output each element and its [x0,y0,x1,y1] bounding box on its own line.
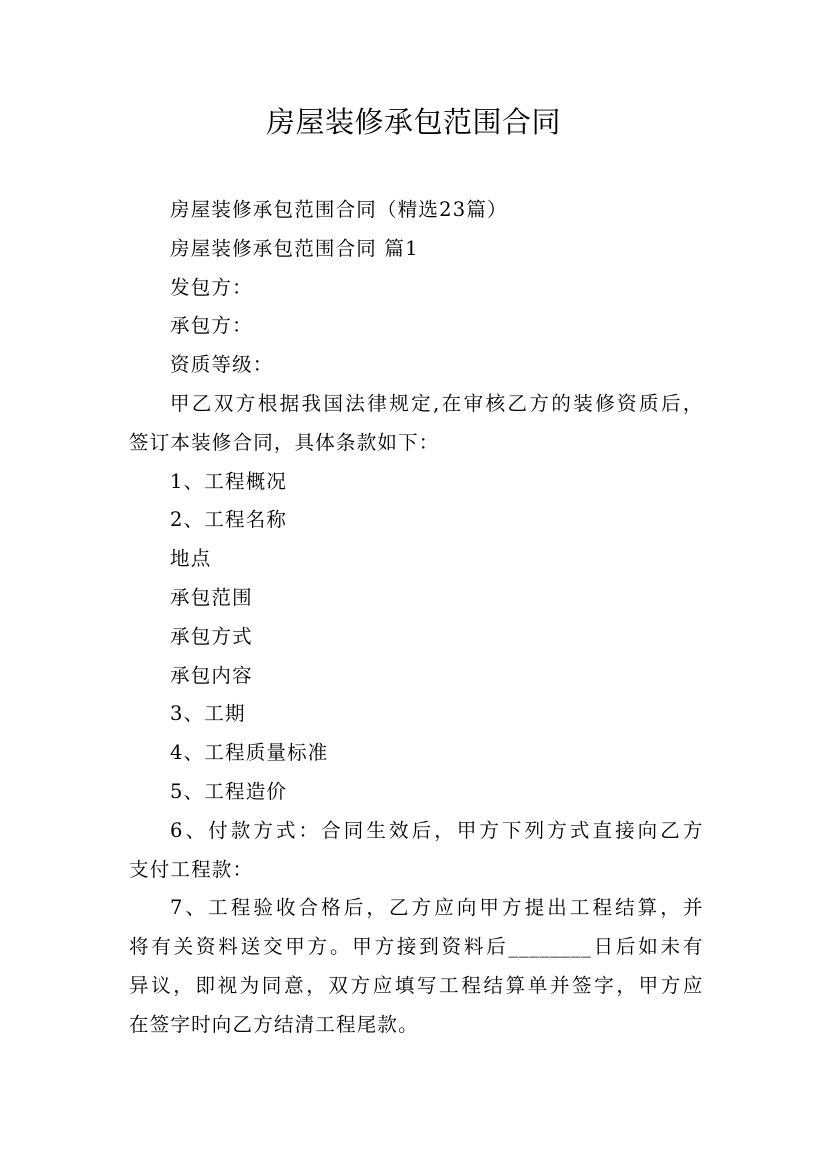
document-body [129,191,703,1045]
paragraph-line: 在签字时向乙方结清工程尾款。 [129,1012,419,1036]
paragraph-line: 地点 [170,547,212,571]
paragraph-line: 发包方： [170,275,253,299]
paragraph-line: 承包范围 [170,585,253,609]
paragraph-line: 房屋装修承包范围合同 篇1 [170,236,419,260]
paragraph-line: 资质等级： [170,353,274,377]
paragraph-line: 5、工程造价 [170,779,288,803]
paragraph-line: 1、工程概况 [170,469,288,493]
paragraph-line: 2、工程名称 [170,508,288,532]
paragraph-line: 3、工期 [170,702,246,726]
paragraph-line: 房屋装修承包范围合同（精选23篇） [170,198,508,221]
paragraph-line: 7、工程验收合格后，乙方应向甲方提出工程结算，并 [170,896,703,920]
paragraph-line: 4、工程质量标准 [170,741,329,765]
paragraph-line: 6、付款方式：合同生效后，甲方下列方式直接向乙方 [170,818,703,842]
paragraph-line: 承包方： [170,314,253,338]
paragraph-line: 异议，即视为同意，双方应填写工程结算单并签字，甲方应 [129,973,703,997]
paragraph-line: 签订本装修合同，具体条款如下： [129,430,440,454]
paragraph-line: 支付工程款： [129,857,254,881]
paragraph-line: 承包内容 [170,663,253,687]
document-title: 房屋装修承包范围合同 [265,105,561,139]
paragraph-line: 承包方式 [170,624,253,648]
paragraph-line: 将有关资料送交甲方。甲方接到资料后________日后如未有 [129,935,703,959]
paragraph-line: 甲乙双方根据我国法律规定,在审核乙方的装修资质后， [170,391,703,415]
